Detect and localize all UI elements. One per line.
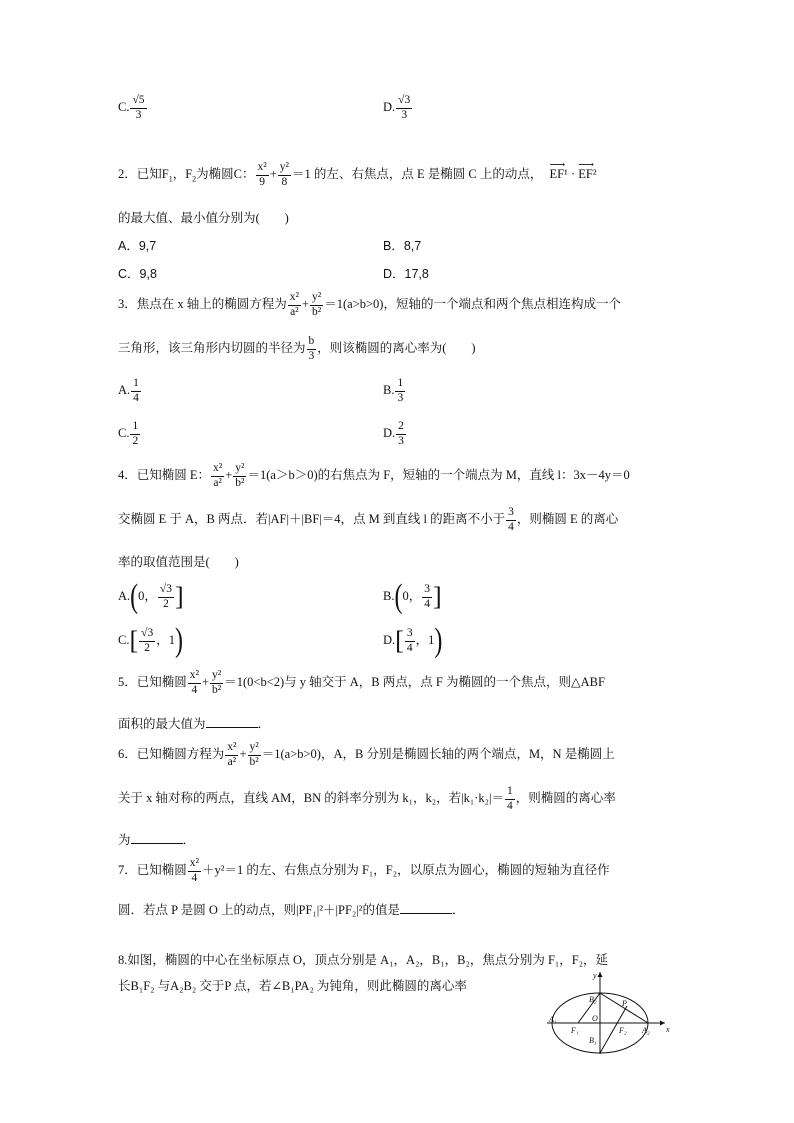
label-o: O [592,1014,598,1023]
plus-sign: + [269,166,277,181]
option-label: A. [118,588,131,603]
numerator: 3 [422,584,432,598]
fraction [396,95,412,121]
label-y: y [593,971,597,980]
q4-line2 [118,507,618,533]
q2-prefix: 2．已知 [118,166,162,181]
denominator: 2 [163,597,169,610]
q2-option-d: D．17,8 [383,267,429,281]
q2-text: ＝1 的左、右焦点，点 E 是椭圆 C 上的动点， [291,166,543,181]
denominator: 9 [259,175,265,188]
fraction [233,463,246,489]
q3-line1: 3．焦点在 x 轴上的椭圆方程为 $\frac{\text{x²}}{\text{a²}}$ + $\frac{\text{y²}}{\text{b²}}$ ＝1(a>b>0)，短轴的一个端点和两个焦点相连构成一个 [118,291,621,318]
numerator: √5 [130,95,146,109]
answer-blank[interactable] [206,716,258,728]
q3-text: ＝1(a>b>0)，短轴的一个端点和两个焦点相连构成一个 [324,296,621,311]
numerator: y² [248,742,261,756]
denominator: 3 [135,108,142,121]
vector-label: EF² [578,166,597,181]
denominator: 4 [133,391,139,404]
interval-start: 0， [138,588,157,603]
denominator: 3 [401,108,408,121]
left-paren: ( [394,578,403,616]
label-a2: A₂ [642,1026,650,1035]
segment-b2-a2 [600,993,648,1023]
fraction [130,95,146,121]
numerator: √3 [158,584,174,598]
interval-start: 0， [402,588,422,603]
denominator: a² [227,755,237,768]
denominator: a² [290,305,299,318]
denominator: b² [312,305,322,318]
right-paren: ) [434,622,443,660]
denominator: a² [213,476,222,489]
fraction [422,584,432,610]
option-label: B. [383,382,395,397]
fraction [405,628,415,654]
q4-text: ，则椭圆 E 的离心 [516,511,619,526]
fraction [131,378,141,404]
numerator: 1 [395,378,405,392]
vector-ef2 [578,167,596,182]
denominator: 8 [281,175,288,188]
fraction [211,463,224,489]
q6-text: ，则椭圆的离心率 [515,790,616,805]
denominator: 2 [144,641,151,654]
left-bracket: [ [129,626,139,655]
q4-option-a [118,578,184,616]
denominator: 4 [506,799,513,812]
vector-ef1 [549,167,567,182]
q3-option-b [383,378,406,404]
q6-text: ＝1(a>b>0)，A，B 分别是椭圆长轴的两个端点，M，N 是椭圆上 [261,746,615,761]
fraction [158,584,174,610]
fraction [188,858,201,884]
q4-option-c [118,622,183,660]
numerator: √3 [396,95,412,109]
label-f1: F₁ [571,1026,579,1035]
answer-blank[interactable] [131,832,183,844]
q6-text: ． [182,833,196,847]
option-label: D. [383,425,396,440]
q3-text: 3．焦点在 x 轴上的椭圆方程为 [118,296,287,311]
denominator: 4 [191,871,198,884]
numerator: x² [256,162,269,176]
numerator: 1 [131,378,141,392]
q5-line2 [118,714,270,732]
denominator: b² [212,683,222,696]
right-bracket: ] [432,582,442,611]
vector-label: EF¹ [549,166,568,181]
fraction [130,421,140,447]
q5-text: 面积的最大值为 [118,717,206,731]
numerator: 1 [130,421,140,435]
numerator: √3 [139,628,155,642]
q8-line2: 长B₁F₂ 与A₂B₂ 交于P 点，若∠B₁PA₂ 为钝角，则此椭圆的离心率 [118,979,467,993]
q7-line1 [118,858,610,884]
q1-option-d [383,95,413,121]
option-label: C. [118,425,130,440]
numerator: 3 [405,628,415,642]
denominator: b² [235,476,245,489]
ellipse-figure [545,966,675,1056]
answer-blank[interactable] [400,902,452,914]
label-f2: F₂ [619,1026,627,1035]
q3-line2 [118,336,476,362]
fraction [139,628,155,654]
numerator: x² [211,463,224,477]
q2-ellipse: 为椭圆C： [196,166,255,181]
option-label: C. [118,632,130,647]
q5-text: 5．已知椭圆 [118,674,187,689]
label-x: x [666,1025,670,1034]
q5-line1: 5．已知椭圆 $\frac{\text{x²}}{4}$ + $\frac{\text{y²}}{\text{b²}}$ ＝1(0<b<2)与 y 轴交于 A，B 两点，点 F 为椭圆的一个焦点，则△ABF [118,669,605,696]
option-label: B. [383,588,395,603]
numerator: x² [188,670,201,684]
denominator: 3 [397,391,404,404]
numerator: 3 [506,507,516,521]
q4-line3: 率的取值范围是( ) [118,555,239,569]
q4-text: ＝1(a＞b＞0)的右焦点为 F，短轴的一个端点为 M，直线 l：3x－4y＝0 [247,467,630,482]
fraction [256,162,269,188]
option-label: C. [118,99,130,114]
q6-line1: 6．已知椭圆方程为 $\frac{\text{x²}}{\text{a²}}$ + $\frac{\text{y²}}{\text{b²}}$ ＝1(a>b>0)，A，B 分别是椭圆长轴的两个端点，M，N 是椭圆上 [118,741,615,768]
q6-line2 [118,786,616,812]
option-label: D. [383,99,396,114]
q2-f: F [161,166,169,181]
fraction [210,670,223,696]
numerator: y² [210,670,223,684]
fraction [288,292,301,318]
q8-line1: 8.如图，椭圆的中心在坐标原点 O，顶点分别是 A₁，A₂，B₁，B₂，焦点分别为 F₁，F₂，延 [118,953,609,967]
fraction [188,670,201,696]
q3-text: 三角形，该三角形内切圆的半径为 [118,340,306,355]
fraction [505,786,515,812]
q5-text: ＝1(0<b<2)与 y 轴交于 A，B 两点，点 F 为椭圆的一个焦点，则△ABF [224,674,605,689]
interval-end: ，1 [156,632,175,647]
numerator: b [307,336,317,350]
q3-text: ，则该椭圆的离心率为( ) [317,340,476,355]
numerator: x² [225,742,238,756]
q2-f2: ，F [172,166,193,181]
right-paren: ) [174,622,183,660]
q4-text: 交椭圆 E 于 A，B 两点．若|AF|＋|BF|＝4，点 M 到直线 l 的距离不小于 [118,511,506,526]
q2-line1: 2．已知$F_1$，$F_2$为椭圆C： $\frac{\text{x²}}{9}$ + $\frac{\text{y²}}{8}$ ＝1 的左、右焦点，点 E 是椭圆 C 上的动点， ⟶ EF¹ · ⟶ EF² [118,162,597,188]
q6-text: 为 [118,833,131,847]
numerator: x² [288,292,301,306]
numerator: x² [188,858,201,872]
dot-product: · [570,166,576,181]
fraction [395,378,405,404]
label-p: P [622,999,627,1008]
option-label: A. [118,382,131,397]
q4-option-b [383,578,442,616]
option-label: D. [383,632,396,647]
denominator: 4 [508,520,514,533]
q2-option-a: A．9,7 [118,239,157,253]
q7-text: 7．已知椭圆 [118,862,187,877]
denominator: 4 [191,683,198,696]
left-bracket: [ [395,626,404,655]
denominator: 4 [406,641,413,654]
numerator: y² [310,292,323,306]
numerator: 1 [505,786,515,800]
fraction [248,742,261,768]
label-b1: B₁ [589,1036,597,1045]
numerator: 2 [396,421,406,435]
label-a1: A₁ [549,1015,557,1024]
q3-option-a [118,378,142,404]
fraction [307,336,317,362]
q3-option-c [118,421,141,447]
label-b2: B₂ [589,995,597,1004]
fraction [278,162,291,188]
q5-text: ． [257,717,271,731]
q3-option-d [383,421,407,447]
q2-option-c: C．9,8 [118,267,157,281]
denominator: 4 [424,597,430,610]
interval-end: ，1 [415,632,435,647]
denominator: 2 [132,434,139,447]
q6-text: 6．已知椭圆方程为 [118,746,225,761]
denominator: b² [249,755,259,768]
numerator: y² [233,463,246,477]
fraction [225,742,238,768]
fraction [310,292,323,318]
q7-line2 [118,900,465,918]
fraction [396,421,406,447]
q2-option-b: B．8,7 [383,239,422,253]
q4-line1: 4．已知椭圆 E： $\frac{\text{x²}}{\text{a²}}$ + $\frac{\text{y²}}{\text{b²}}$ ＝1(a＞b＞0)的右焦点为 F，短轴的一个端点为 M，直线 l：3x－4y＝0 [118,462,630,489]
q7-text: ＋y²＝1 的左、右焦点分别为 F₁，F₂，以原点为圆心，椭圆的短轴为直径作 [201,862,610,877]
denominator: 3 [398,434,404,447]
numerator: y² [278,162,291,176]
q1-option-c [118,95,148,121]
q6-line3 [118,830,195,848]
q2-line2: 的最大值、最小值分别为( ) [118,211,289,225]
q7-text: 圆．若点 P 是圆 O 上的动点，则|PF₁|²＋|PF₂|²的值是 [118,903,401,917]
q4-text: 4．已知椭圆 E： [118,467,211,482]
q4-option-d [383,622,443,660]
right-bracket: ] [174,582,184,611]
q6-text: 关于 x 轴对称的两点，直线 AM，BN 的斜率分别为 k₁，k₂，若|k₁·k₂|＝ [118,790,504,805]
y-axis-arrow [598,972,603,977]
q7-text: ． [452,903,465,917]
left-paren: ( [130,578,139,616]
fraction [506,507,516,533]
x-axis-arrow [660,1021,665,1026]
denominator: 3 [308,349,315,362]
